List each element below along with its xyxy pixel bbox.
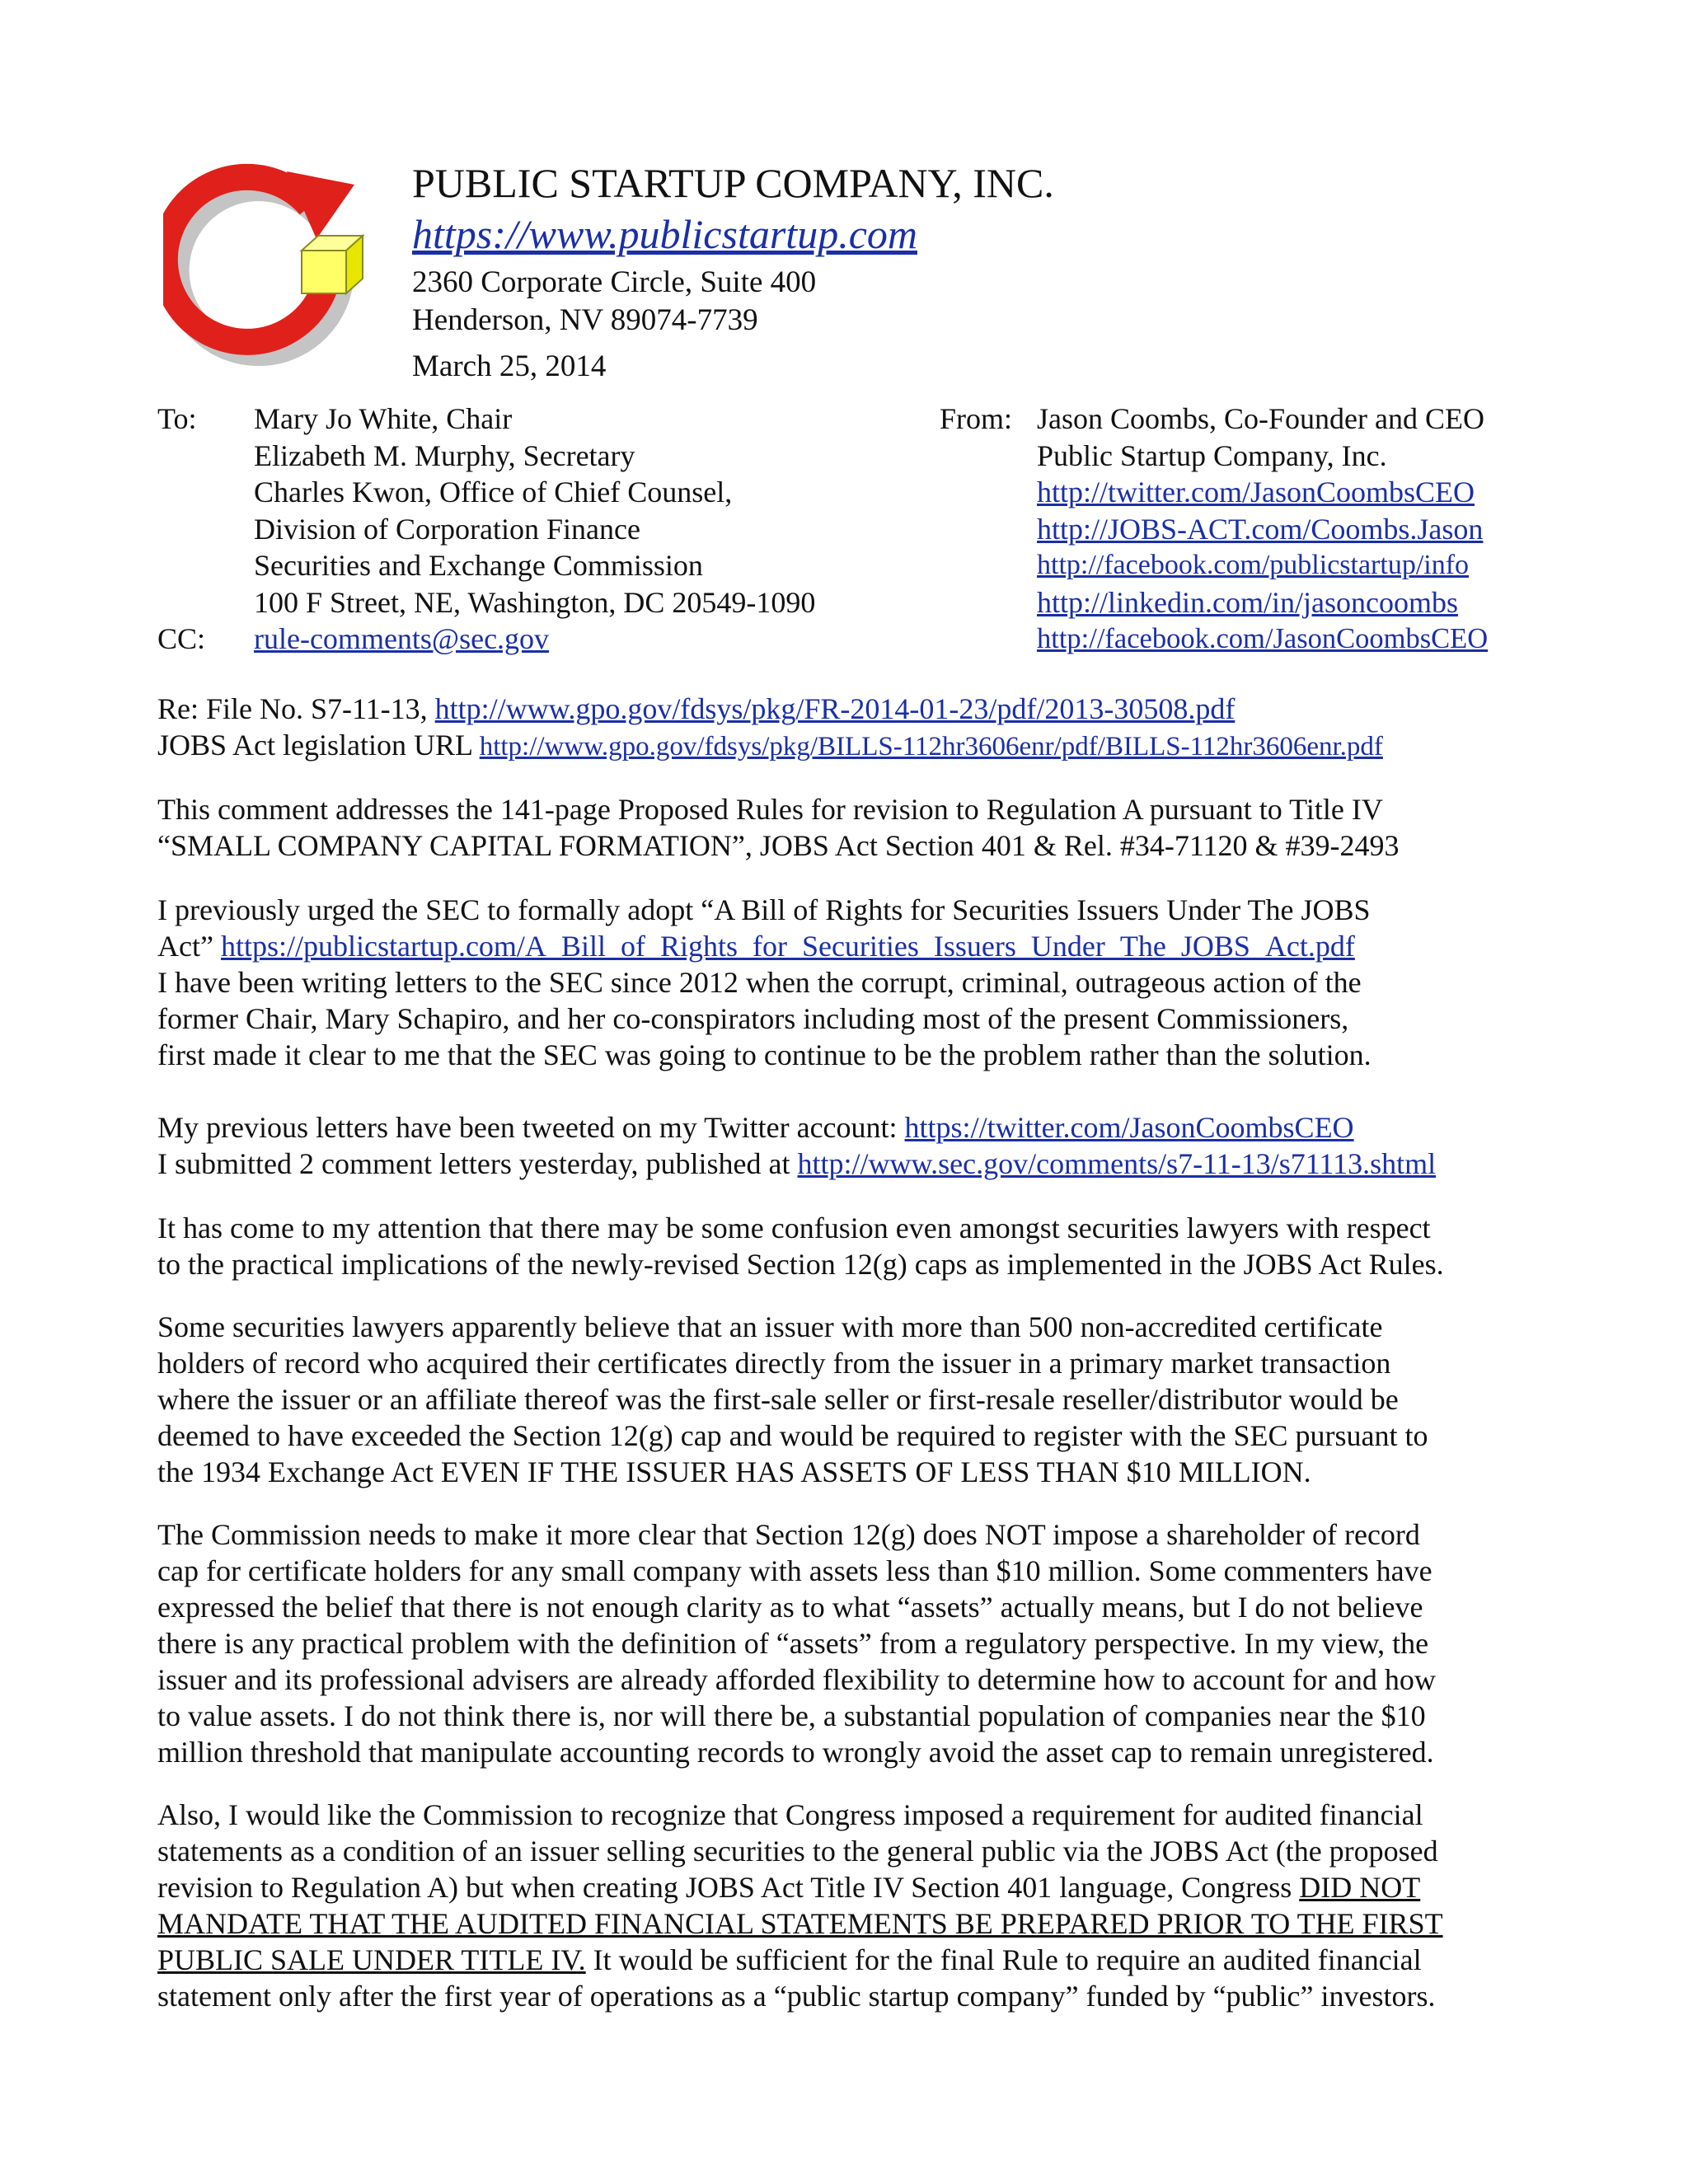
company-logo-icon — [163, 152, 369, 366]
paragraph-confusion — [157, 1210, 1444, 1282]
legislation-label: JOBS Act legislation URL — [157, 729, 480, 762]
to-line: Charles Kwon, Office of Chief Counsel, — [254, 476, 733, 509]
re-label: Re: File No. S7-11-13, — [157, 692, 435, 725]
paragraph-bill-of-rights — [157, 892, 1372, 1073]
to-line: Mary Jo White, Chair — [254, 402, 513, 435]
to-line: 100 F Street, NE, Washington, DC 20549-1090 — [254, 586, 816, 619]
underlined-emphasis: DID NOT — [1299, 1871, 1421, 1904]
bill-of-rights-link[interactable]: https://publicstartup.com/A_Bill_of_Rights_for_Securities_Issuers_Under_The_JOBS_Act.pdf — [220, 930, 1355, 963]
re-line-2 — [157, 727, 1383, 765]
text-fragment: My previous letters have been tweeted on my Twitter account: — [157, 1111, 905, 1144]
text-fragment: Act” — [157, 930, 221, 963]
company-name: PUBLIC STARTUP COMPANY, INC. — [412, 160, 1054, 206]
from-line: Jason Coombs, Co-Founder and CEO — [1037, 402, 1484, 435]
text-line: This comment addresses the 141-page Proposed Rules for revision to Regulation A pursuant to Title IV — [157, 793, 1383, 826]
text-line: I have been writing letters to the SEC since 2012 when the corrupt, criminal, outrageous action of the — [157, 966, 1362, 999]
facebook-company-link[interactable]: http://facebook.com/publicstartup/info — [1037, 550, 1470, 580]
text-line: holders of record who acquired their certificates directly from the issuer in a primary market transaction — [157, 1347, 1391, 1380]
text-line: to value assets. I do not think there is, nor will there be, a substantial population of companies near the $10 — [157, 1699, 1426, 1732]
paragraph-section-12g — [157, 1516, 1436, 1770]
text-line: to the practical implications of the newly-revised Section 12(g) caps as implemented in the JOBS Act Rules. — [157, 1248, 1444, 1281]
text-line: I previously urged the SEC to formally adopt “A Bill of Rights for Securities Issuers Under The JOBS — [157, 893, 1371, 926]
text-fragment: revision to Regulation A) but when creating JOBS Act Title IV Section 401 language, Congress — [157, 1871, 1300, 1904]
cc-email-link[interactable]: rule-comments@sec.gov — [254, 622, 550, 655]
text-line: Also, I would like the Commission to recognize that Congress imposed a requirement for audited financial — [157, 1798, 1423, 1831]
jobs-act-bill-link[interactable]: http://www.gpo.gov/fdsys/pkg/BILLS-112hr3606enr/pdf/BILLS-112hr3606enr.pdf — [479, 732, 1383, 762]
address-line-2: Henderson, NV 89074-7739 — [412, 303, 758, 337]
facebook-personal-link[interactable]: http://facebook.com/JasonCoombsCEO — [1037, 623, 1489, 654]
text-fragment: I submitted 2 comment letters yesterday, published at — [157, 1147, 798, 1180]
text-line — [157, 1146, 1436, 1182]
text-line: deemed to have exceeded the Section 12(g) cap and would be required to register with the SEC pursuant to — [157, 1419, 1428, 1452]
to-line: Securities and Exchange Commission — [254, 549, 703, 582]
letter-date: March 25, 2014 — [412, 349, 607, 383]
underlined-emphasis: PUBLIC SALE UNDER TITLE IV. — [157, 1943, 586, 1976]
paragraph-audited-financials — [157, 1797, 1443, 2014]
text-line: “SMALL COMPANY CAPITAL FORMATION”, JOBS Act Section 401 & Rel. #34-71120 & #39-2493 — [157, 829, 1400, 862]
company-website-link[interactable]: https://www.publicstartup.com — [412, 211, 917, 257]
text-line: statements as a condition of an issuer selling securities to the general public via the JOBS Act (the proposed — [157, 1835, 1438, 1868]
text-line — [157, 1869, 1443, 1905]
text-line: Some securities lawyers apparently believe that an issuer with more than 500 non-accredited certificate — [157, 1310, 1383, 1343]
paragraph-lawyers-belief — [157, 1309, 1428, 1490]
from-label: From: — [940, 402, 1013, 435]
to-line: Elizabeth M. Murphy, Secretary — [254, 439, 635, 472]
address-line-1: 2360 Corporate Circle, Suite 400 — [412, 265, 817, 299]
cc-label: CC: — [157, 622, 206, 655]
text-line: million threshold that manipulate accounting records to wrongly avoid the asset cap to remain unregistered. — [157, 1736, 1434, 1769]
text-line: where the issuer or an affiliate thereof was the first-sale seller or first-resale reseller/distributor would be — [157, 1383, 1399, 1416]
sec-comments-link[interactable]: http://www.sec.gov/comments/s7-11-13/s71113.shtml — [797, 1147, 1437, 1180]
text-line: the 1934 Exchange Act EVEN IF THE ISSUER HAS ASSETS OF LESS THAN $10 MILLION. — [157, 1455, 1311, 1488]
to-label: To: — [157, 402, 197, 435]
paragraph-comment-scope — [157, 791, 1399, 864]
text-line: first made it clear to me that the SEC was going to continue to be the problem rather than the solution. — [157, 1038, 1372, 1071]
underlined-emphasis: MANDATE THAT THE AUDITED FINANCIAL STATEMENTS BE PREPARED PRIOR TO THE FIRST — [157, 1907, 1443, 1940]
jobs-act-link[interactable]: http://JOBS-ACT.com/Coombs.Jason — [1037, 513, 1484, 546]
twitter-account-link[interactable]: https://twitter.com/JasonCoombsCEO — [904, 1111, 1354, 1144]
from-line: Public Startup Company, Inc. — [1037, 439, 1387, 472]
text-line: there is any practical problem with the definition of “assets” from a regulatory perspective. In my view, the — [157, 1627, 1429, 1660]
text-line — [157, 928, 1372, 964]
text-line: The Commission needs to make it more clear that Section 12(g) does NOT impose a shareholder of record — [157, 1518, 1420, 1551]
text-line: expressed the belief that there is not enough clarity as to what “assets” actually means, but I do not believe — [157, 1591, 1423, 1624]
text-line: issuer and its professional advisers are already afforded flexibility to determine how to account for and how — [157, 1663, 1436, 1696]
re-line-1 — [157, 691, 1235, 727]
text-line: cap for certificate holders for any small company with assets less than $10 million. Some commenters have — [157, 1554, 1432, 1587]
text-fragment: It would be sufficient for the final Rule to require an audited financial — [585, 1943, 1422, 1976]
text-line: former Chair, Mary Schapiro, and her co-conspirators including most of the present Commissioners, — [157, 1002, 1349, 1035]
text-line: statement only after the first year of operations as a “public startup company” funded by “public” investors. — [157, 1980, 1436, 2013]
text-line: It has come to my attention that there may be some confusion even amongst securities lawyers with respect — [157, 1212, 1431, 1244]
federal-register-link[interactable]: http://www.gpo.gov/fdsys/pkg/FR-2014-01-23/pdf/2013-30508.pdf — [434, 692, 1236, 725]
to-line: Division of Corporation Finance — [254, 513, 640, 546]
twitter-link[interactable]: http://twitter.com/JasonCoombsCEO — [1037, 476, 1475, 509]
paragraph-previous-letters — [157, 1109, 1436, 1182]
text-line — [157, 1942, 1443, 1978]
linkedin-link[interactable]: http://linkedin.com/in/jasoncoombs — [1037, 586, 1458, 619]
text-line — [157, 1109, 1436, 1146]
